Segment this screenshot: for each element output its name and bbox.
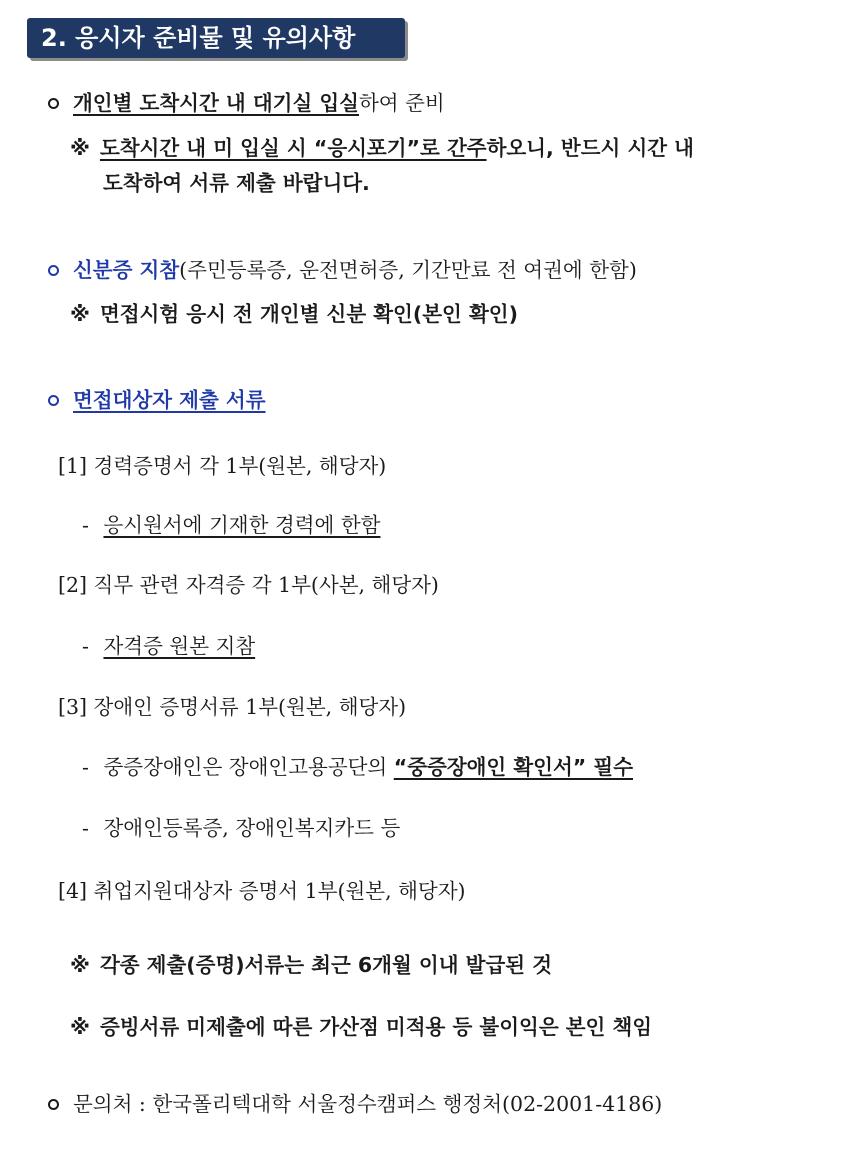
reference-mark-icon: ※ <box>70 136 90 160</box>
contact-info <box>48 1089 662 1119</box>
documents-note <box>70 1012 652 1042</box>
id-card-instruction-rest: (주민등록증, 운전면허증, 기간만료 전 여권에 한함) <box>179 258 637 282</box>
document-subitem <box>82 813 400 843</box>
document-subitem <box>82 631 255 661</box>
arrival-note-rest: 하오니, 반드시 시간 내 <box>486 136 694 160</box>
dash-mark: - <box>82 755 89 779</box>
id-check-note <box>70 299 518 329</box>
documents-note <box>70 950 552 980</box>
documents-title <box>48 385 266 415</box>
arrival-note-line2: 도착하여 서류 제출 바랍니다. <box>103 171 370 195</box>
document-subitem-text: 중증장애인은 장애인고용공단의 <box>103 755 394 779</box>
arrival-instruction-underlined: 개인별 도착시간 내 대기실 입실 <box>73 91 359 115</box>
document-subitem-text: 자격증 원본 지참 <box>103 634 256 658</box>
document-item-employment-support: [4] 취업지원대상자 증명서 1부(원본, 해당자) <box>58 879 466 903</box>
id-card-instruction-bold: 신분증 지참 <box>73 258 180 282</box>
section-header <box>27 18 405 58</box>
circle-bullet-icon <box>48 395 59 406</box>
reference-mark-icon: ※ <box>70 1015 90 1039</box>
reference-mark-icon: ※ <box>70 302 90 326</box>
id-check-note-text: 면접시험 응시 전 개인별 신분 확인(본인 확인) <box>99 302 518 326</box>
documents-title-text: 면접대상자 제출 서류 <box>73 388 266 412</box>
circle-bullet-icon <box>48 265 59 276</box>
circle-bullet-icon <box>48 98 59 109</box>
section-header-title: 2. 응시자 준비물 및 유의사항 <box>41 24 356 52</box>
documents-note-text: 증빙서류 미제출에 따른 가산점 미적용 등 불이익은 본인 책임 <box>99 1015 653 1039</box>
dash-mark: - <box>82 634 89 658</box>
document-subitem <box>82 510 380 540</box>
circle-bullet-icon <box>48 1099 59 1110</box>
arrival-instruction-rest: 하여 준비 <box>359 91 445 115</box>
arrival-instruction <box>48 88 445 118</box>
document-item-career: [1] 경력증명서 각 1부(원본, 해당자) <box>58 454 387 478</box>
dash-mark: - <box>82 513 89 537</box>
id-card-instruction <box>48 255 637 285</box>
reference-mark-icon: ※ <box>70 953 90 977</box>
document-subitem <box>82 752 633 782</box>
documents-note-text: 각종 제출(증명)서류는 최근 6개월 이내 발급된 것 <box>99 953 553 977</box>
document-subitem-text: 응시원서에 기재한 경력에 한함 <box>103 513 381 537</box>
document-subitem-emphasis: “중증장애인 확인서” 필수 <box>393 755 633 779</box>
document-subitem-text: 장애인등록증, 장애인복지카드 등 <box>103 816 401 840</box>
dash-mark: - <box>82 816 89 840</box>
arrival-note <box>70 133 694 163</box>
document-item-license: [2] 직무 관련 자격증 각 1부(사본, 해당자) <box>58 573 439 597</box>
contact-info-text: 문의처 : 한국폴리텍대학 서울정수캠퍼스 행정처(02-2001-4186) <box>73 1092 663 1116</box>
document-item-disability: [3] 장애인 증명서류 1부(원본, 해당자) <box>58 695 407 719</box>
arrival-note-underlined: 도착시간 내 미 입실 시 “응시포기”로 간주 <box>99 136 487 160</box>
